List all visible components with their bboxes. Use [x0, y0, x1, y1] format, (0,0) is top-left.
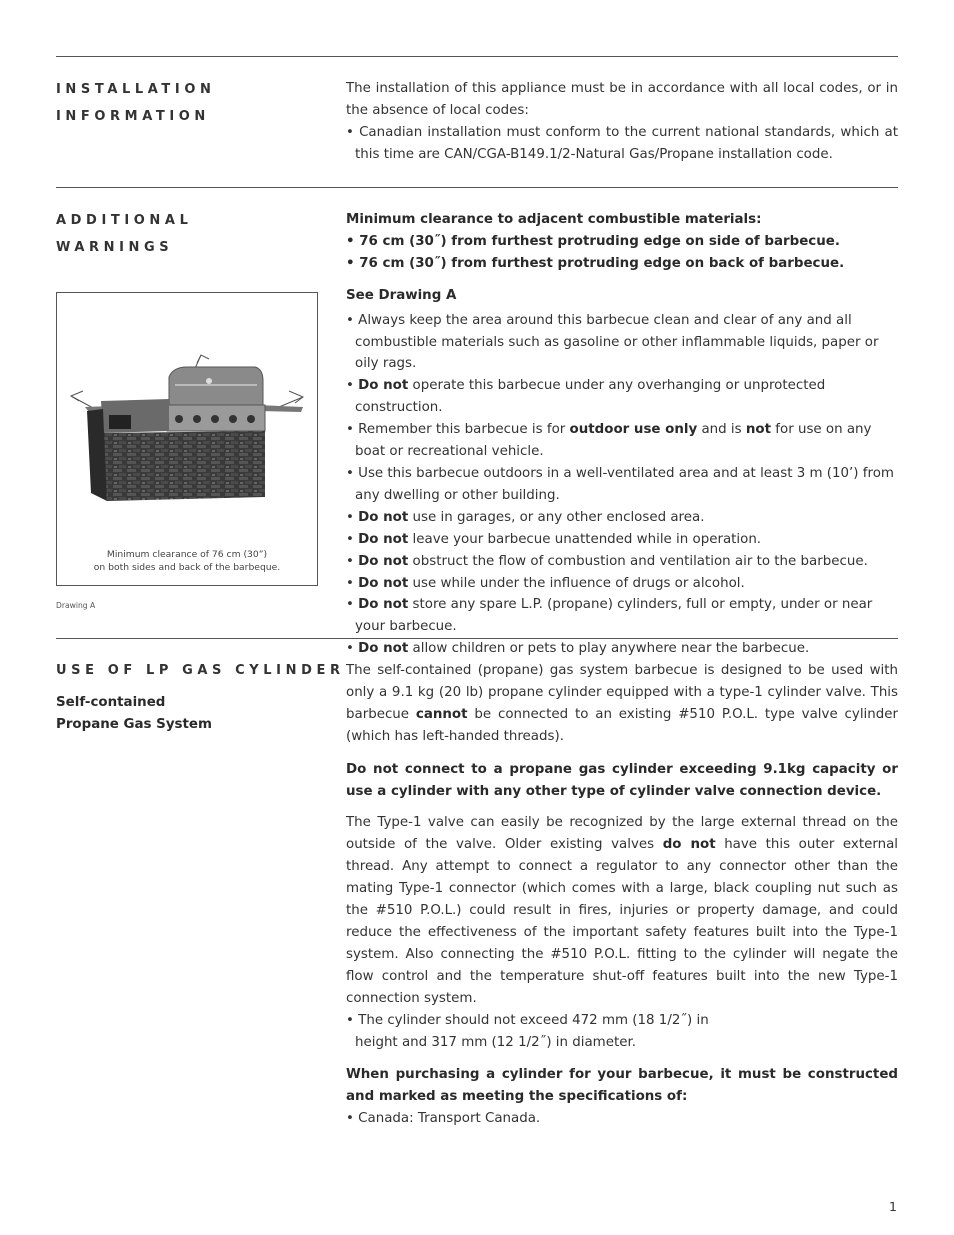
- heading-line: USE OF LP GAS CYLINDER: [56, 663, 345, 678]
- text-run: store any spare L.P. (propane) cylinders, full or empty, under or near your barbecue.: [355, 597, 873, 635]
- text-run-bold: cannot: [415, 706, 468, 722]
- text-run: for use on any boat or recreational vehicle.: [355, 422, 872, 460]
- warning-item: • Do not obstruct the flow of combustion and ventilation air to the barbecue.: [346, 553, 868, 569]
- figure-label: Drawing A: [56, 601, 96, 610]
- warning-item: • Do not store any spare L.P. (propane) cylinders, full or empty, under or near your barbecue.: [346, 597, 873, 635]
- text-run: use while under the influence of drugs or alcohol.: [408, 575, 745, 591]
- text-run: operate this barbecue under any overhanging or unprotected construction.: [355, 378, 826, 416]
- warning-list: [346, 310, 898, 661]
- lp-paragraph-1: [346, 660, 898, 748]
- text-run: obstruct the flow of combustion and ventilation air to the barbecue.: [408, 553, 868, 569]
- caption-line: Minimum clearance of 76 cm (30”): [106, 549, 268, 560]
- warning-item: • Do not operate this barbecue under any overhanging or unprotected construction.: [346, 378, 826, 416]
- page-number: 1: [889, 1199, 897, 1214]
- subheading-line: Self-contained: [56, 695, 166, 710]
- text-run: Always keep the area around this barbecue clean and clear of any and all combustible materials such as gasoline or other inflammable liquids, paper or oily rags.: [355, 312, 879, 372]
- installation-intro: The installation of this appliance must be in accordance with all local codes, or in the absence of local codes:: [346, 81, 898, 118]
- text-run-bold: Do not: [358, 531, 409, 547]
- lp-gas-heading: [56, 657, 345, 684]
- warning-item: • Use this barbecue outdoors in a well-ventilated area and at least 3 m (10’) from any dwelling or other building.: [346, 465, 894, 503]
- text-run-bold: Do not: [358, 553, 409, 569]
- clearance-title: Minimum clearance to adjacent combustible materials:: [346, 212, 762, 227]
- warnings-body: [346, 209, 898, 660]
- lp-paragraph-3: [346, 812, 898, 1009]
- canada-bullet: • Canada: Transport Canada.: [346, 1111, 541, 1127]
- text-run: Use this barbecue outdoors in a well-ventilated area and at least 3 m (10’) from any dwelling or other building.: [355, 465, 894, 503]
- warning-item: • Do not allow children or pets to play anywhere near the barbecue.: [346, 641, 810, 657]
- text-run-bold: Do not: [358, 597, 409, 613]
- section-rule-2: [56, 187, 898, 188]
- text-run-bold: outdoor use only: [569, 422, 698, 438]
- text-run: The Type-1 valve can easily be recognized by the large external thread on the outside of the valve. Older existing valves: [346, 815, 898, 853]
- warnings-heading: [56, 207, 192, 261]
- warning-item: • Do not use while under the influence of drugs or alcohol.: [346, 575, 745, 591]
- text-run: and is: [697, 422, 746, 438]
- figure-caption: [57, 549, 317, 574]
- text-run-bold: not: [745, 422, 772, 438]
- installation-heading: [56, 76, 215, 130]
- caption-line: on both sides and back of the barbeque.: [93, 561, 281, 573]
- text-run-bold: do not: [662, 837, 716, 853]
- drawing-a-figure: [56, 292, 318, 586]
- see-drawing: See Drawing A: [346, 287, 457, 303]
- text-run-bold: Do not: [358, 378, 409, 394]
- heading-line: ADDITIONAL: [56, 213, 193, 228]
- warning-item: • Do not leave your barbecue unattended while in operation.: [346, 531, 762, 547]
- warning-item: • Always keep the area around this barbecue clean and clear of any and all combustible materials such as gasoline or other inflammable liquids, paper or oily rags.: [346, 312, 879, 372]
- text-run: allow children or pets to play anywhere near the barbecue.: [408, 641, 810, 657]
- heading-line: WARNINGS: [56, 240, 174, 255]
- lp-gas-subheading: [56, 692, 212, 736]
- clearance-back: • 76 cm (30˝) from furthest protruding edge on back of barbecue.: [346, 255, 845, 271]
- lp-paragraph-2: Do not connect to a propane gas cylinder exceeding 9.1kg capacity or use a cylinder with any other type of cylinder valve connection device.: [346, 761, 898, 799]
- installation-body: [346, 78, 898, 166]
- installation-bullet: • Canadian installation must conform to the current national standards, which at this time are CAN/CGA-B149.1/2-Natural Gas/Propane installation code.: [346, 124, 898, 162]
- text-run: be connected to an existing #510 P.O.L. type valve cylinder (which has left-handed threads).: [346, 706, 898, 744]
- barbecue-illustration: [57, 293, 317, 543]
- text-run: Remember this barbecue is for: [358, 422, 570, 438]
- heading-line: INFORMATION: [56, 109, 210, 124]
- text-run: leave your barbecue unattended while in operation.: [408, 531, 762, 547]
- lp-gas-body: [346, 660, 898, 1130]
- subheading-line: Propane Gas System: [56, 717, 212, 732]
- top-rule: [56, 56, 898, 57]
- text-run: have this outer external thread. Any attempt to connect a regulator to any connector other than the mating Type-1 connector (which comes with a large, black coupling nut such as the #510 P.O.L.) could result in fires, injuries or property damage, and could reduce the effectiveness of the important safety features built into the Type-1 system. Also connecting the #510 P.O.L. fitting to the cylinder will negate the flow control and the temperature shut-off features built into the new Type-1 connection system.: [346, 837, 899, 1006]
- clearance-side: • 76 cm (30˝) from furthest protruding edge on side of barbecue.: [346, 233, 840, 249]
- warning-item: • Remember this barbecue is for outdoor use only and is not for use on any boat or recreational vehicle.: [346, 422, 872, 460]
- text-run: The self-contained (propane) gas system barbecue is designed to be used with only a 9.1 kg (20 lb) propane cylinder equipped with a type-1 cylinder valve. This barbecue: [346, 663, 898, 722]
- heading-line: INSTALLATION: [56, 82, 216, 97]
- text-run-bold: Do not: [358, 641, 409, 657]
- text-run-bold: Do not: [358, 575, 409, 591]
- cylinder-size-bullet: • The cylinder should not exceed 472 mm (18 1/2˝) in height and 317 mm (12 1/2˝) in diameter.: [346, 1012, 709, 1050]
- warning-item: • Do not use in garages, or any other enclosed area.: [346, 509, 705, 525]
- text-run-bold: Do not: [358, 509, 409, 525]
- text-run: use in garages, or any other enclosed area.: [408, 509, 705, 525]
- lp-paragraph-4: When purchasing a cylinder for your barbecue, it must be constructed and marked as meeting the specifications of:: [346, 1067, 898, 1105]
